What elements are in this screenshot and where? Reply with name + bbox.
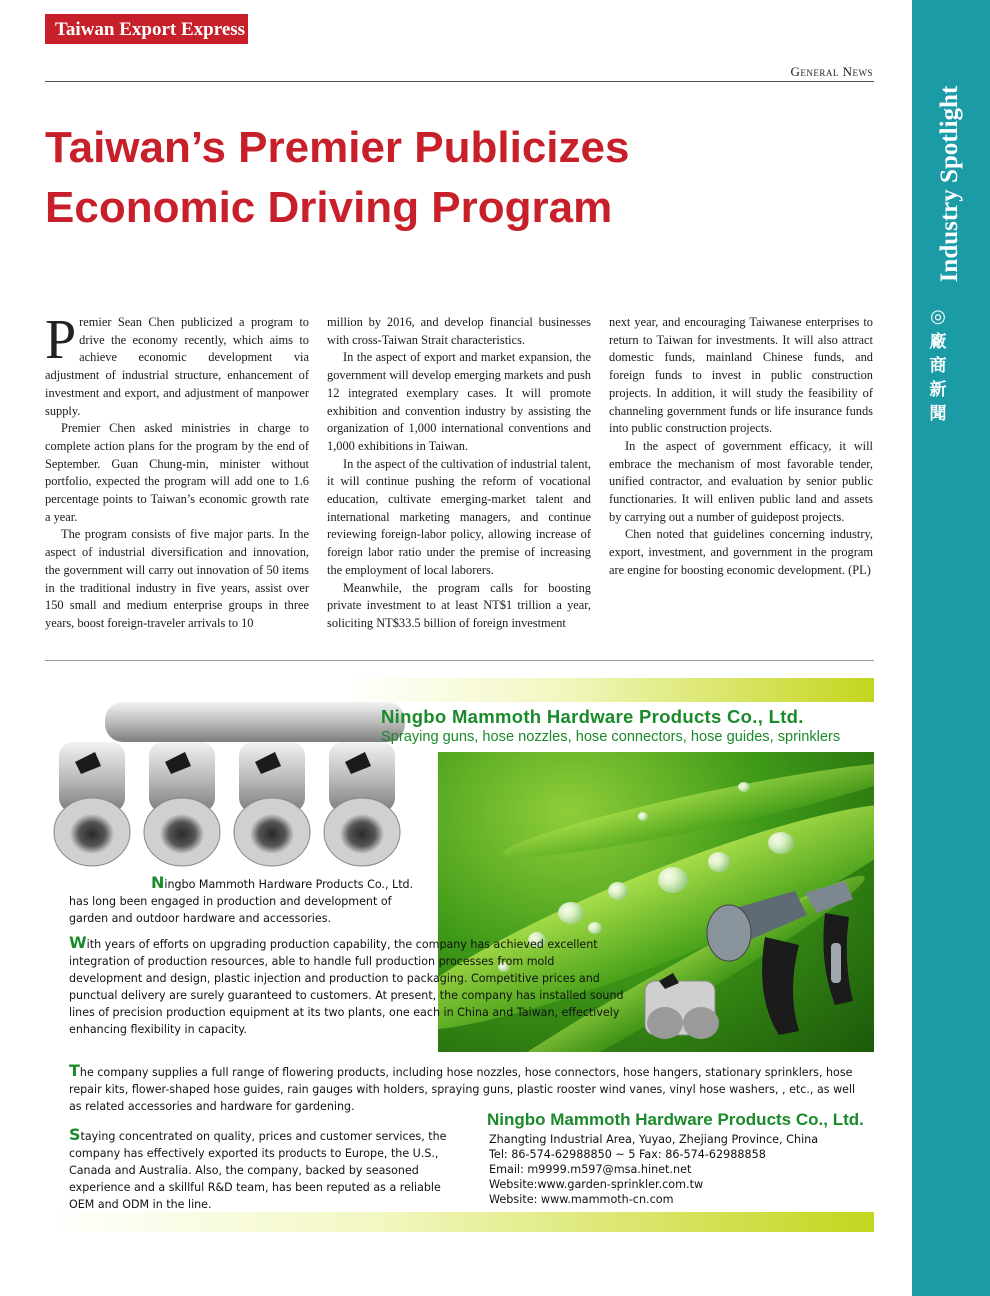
drop-cap: P (45, 309, 77, 371)
advertisement (45, 678, 874, 1232)
ring-icon: ◎ (930, 306, 946, 326)
article-paragraph: In the aspect of export and market expansion, the government will develop emerging markets and push 12 integrated exemplary cases. It will promote exhibition and convention industry by assisting the organization of 1,000 international conventions and 1,000 exhibitions in Taiwan. (327, 350, 591, 453)
page-title: Taiwan’s Premier Publicizes Economic Driving Program (45, 123, 630, 232)
article-divider (45, 660, 874, 661)
article-paragraph: In the aspect of government efficacy, it will embrace the mechanism of most favorable tender, unified contractor, and evaluation by senior public functionaries. It will enliven public land and assets by carrying out a number of guidepost projects. (609, 438, 873, 524)
ad-tagline: Spraying guns, hose nozzles, hose connectors, hose guides, sprinklers (381, 729, 841, 745)
ad-paragraph-2: With years of efforts on upgrading production capability, the company has achieved excellent integration of production resources, able to handle full production processes from mold development and design, plastic injection and production to packaging. Competitive prices and punctual delivery are surely guaranteed to customers. At present, the company has installed sound lines of precision production equipment at its two plants, one each in China and Taiwan, effectively enhancing flexibility in capacity. (69, 933, 624, 1036)
spray-gun-image (635, 873, 875, 1063)
contact-address: Zhangting Industrial Area, Yuyao, Zhejiang Province, China (489, 1133, 819, 1146)
article-paragraph: next year, and encouraging Taiwanese enterprises to return to Taiwan for investments. It will also attract domestic funds, mainland Chinese funds, and foreign funds to invest in public construction projects. In addition, it will study the feasibility of channeling government funds or life insurance funds into public construction projects. (609, 315, 873, 436)
masthead: Taiwan Export Express (45, 14, 248, 44)
ad-paragraph-4: Staying concentrated on quality, prices and customer services, the company has effectively exported its products to Europe, the U.S., Canada and Australia. Also, the company, backed by seasoned experience and a skillful R&D team, has been reputed as a reliable OEM and ODM in the line. (69, 1125, 447, 1211)
article-column-2 (327, 314, 591, 633)
article-paragraph: million by 2016, and develop financial businesses with cross-Taiwan Strait characteristics. (327, 315, 591, 347)
article-paragraph: Chen noted that guidelines concerning industry, export, investment, and government in the program are engine for boosting economic development. (PL) (609, 527, 873, 577)
section-label: General News (790, 64, 873, 79)
article-paragraph: Meanwhile, the program calls for boosting private investment to at least NT$1 trillion a year, soliciting NT$33.5 billion of foreign investment (327, 580, 591, 630)
ad-bottom-band (45, 1212, 874, 1232)
ad-paragraph-1: Ningbo Mammoth Hardware Products Co., Ltd. has long been engaged in production and development of garden and outdoor hardware and accessories. (69, 873, 414, 925)
ad-company-name: Ningbo Mammoth Hardware Products Co., Ltd. (381, 706, 804, 727)
article-column-3 (609, 314, 873, 580)
article-paragraph: The program consists of five major parts. In the aspect of industrial diversification and innovation, the government will carry out innovation of 50 items in the traditional industry in five years, assist over 150 small and medium enterprise groups in three years, boost foreign-traveler arrivals to 10 (45, 527, 309, 630)
contact-website-2: Website: www.mammoth-cn.com (489, 1193, 674, 1206)
section-divider (45, 81, 874, 82)
article-paragraph: Premier Chen asked ministries in charge to complete action plans for the program by the end of September. Guan Chung-min, minister without portfolio, expected the program will add one to 1.6 percentage points to Taiwan’s economic growth rate a year. (45, 421, 309, 524)
contact-website-1: Website:www.garden-sprinkler.com.tw (489, 1178, 704, 1191)
contact-phone: Tel: 86-574-62988850 ~ 5 Fax: 86-574-62988858 (489, 1148, 766, 1161)
ad-paragraph-3: The company supplies a full range of flowering products, including hose nozzles, hose connectors, hose hangers, stationary sprinklers, hose repair kits, flower-shaped hose guides, rain gauges with holders, spraying guns, plastic rooster wind vanes, vinyl hose washers, , etc., as well as related accessories and hardware for gardening. (69, 1061, 856, 1113)
article-column-1 (45, 309, 309, 633)
contact-company-name: Ningbo Mammoth Hardware Products Co., Ltd. (487, 1110, 864, 1129)
article-paragraph: Premier Sean Chen publicized a program to drive the economy recently, which aims to achieve economic development via adjustment of industrial structure, enhancement of investment and export, and adjustment of manpower supply. (45, 309, 309, 418)
sidebar-chinese: 廠 商 新 聞 (929, 332, 947, 424)
article-paragraph: In the aspect of the cultivation of industrial talent, it will continue pushing the reform of vocational education, cultivate emerging-market talent and international marketing managers, and continue reviewing foreign-labor policy, allowing increase of foreign labor ratio under the premise of increasing the employment of local laborers. (327, 456, 591, 577)
contact-email: Email: m9999.m597@msa.hinet.net (489, 1163, 692, 1176)
